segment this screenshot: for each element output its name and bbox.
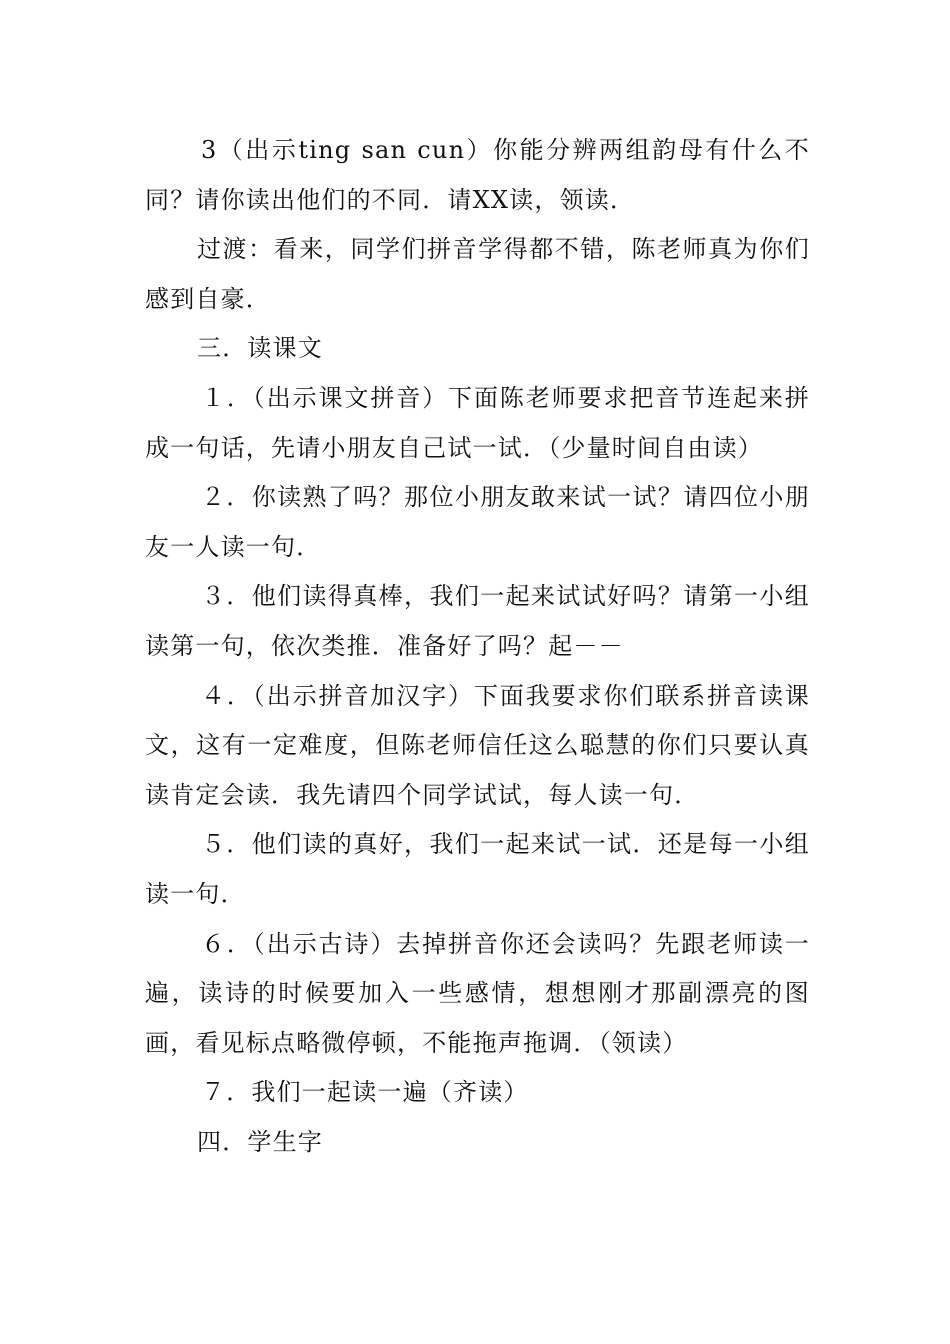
paragraph-step-6: ６．（出示古诗）去掉拼音你还会读吗？先跟老师读一遍，读诗的时候要加入一些感情，想想刚才那副漂亮的图画，看见标点略微停顿，不能拖声拖调．（领读） (145, 929, 810, 1057)
paragraph-step-1: １．（出示课文拼音）下面陈老师要求把音节连起来拼成一句话，先请小朋友自己试一试．（少量时间自由读） (145, 383, 810, 462)
section-heading-learn-characters: 四．学生字 (197, 1127, 323, 1156)
paragraph-transition: 过渡：看来，同学们拼音学得都不错，陈老师真为你们感到自豪． (145, 235, 810, 313)
paragraph-step-7: ７．我们一起读一遍（齐读） (201, 1078, 529, 1107)
document-body (145, 126, 810, 1167)
paragraph-pinyin-distinguish: 3（出示ting san cun）你能分辨两组韵母有什么不同？请你读出他们的不同．请XX读，领读． (145, 136, 810, 214)
paragraph-step-5: ５．他们读的真好，我们一起来试一试．还是每一小组读一句． (145, 830, 810, 908)
paragraph-step-3: ３．他们读得真棒，我们一起来试试好吗？请第一小组读第一句，依次类推．准备好了吗？起－－ (145, 582, 810, 660)
section-heading-read-text: 三．读课文 (197, 334, 323, 363)
paragraph-step-2: ２．你读熟了吗？那位小朋友敢来试一试？请四位小朋友一人读一句． (145, 483, 810, 561)
paragraph-step-4: ４．（出示拼音加汉字）下面我要求你们联系拼音读课文，这有一定难度，但陈老师信任这么聪慧的你们只要认真读肯定会读．我先请四个同学试试，每人读一句． (145, 681, 810, 809)
